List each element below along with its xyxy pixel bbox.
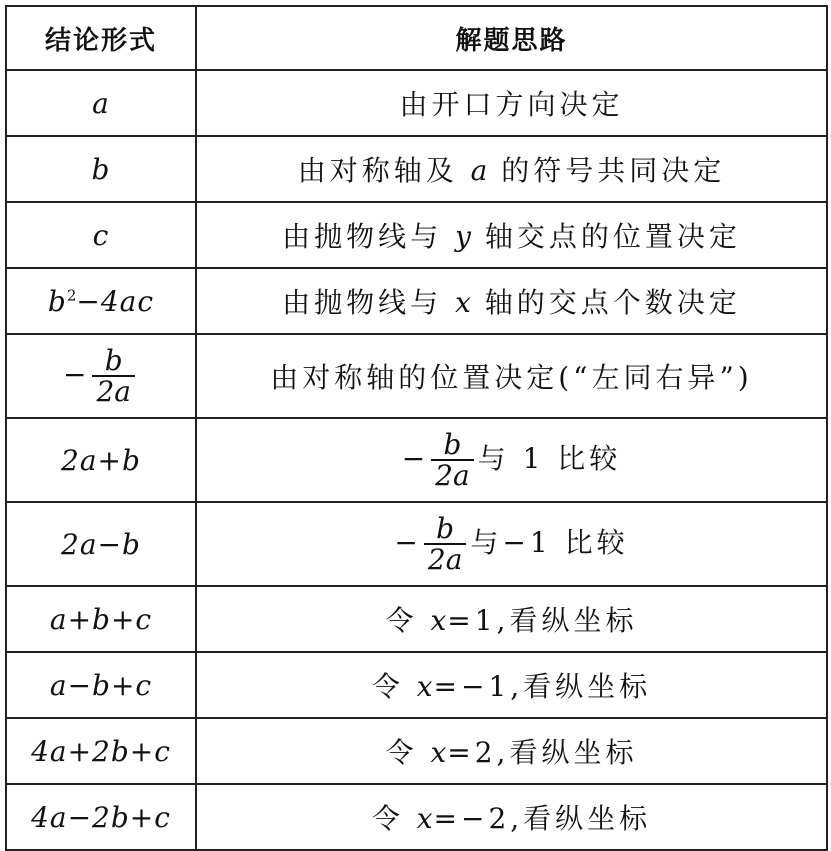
method-text-pre: 令 [385, 736, 418, 769]
fraction [92, 343, 135, 408]
conclusion-method-table [5, 5, 828, 851]
table-row [6, 70, 827, 136]
cell-method [196, 586, 827, 652]
cell-method [196, 502, 827, 586]
cell-form [6, 418, 196, 502]
cell-method [196, 652, 827, 718]
cell-form [6, 268, 196, 334]
method-variable: x [455, 286, 472, 319]
method-text-post: =2,看纵坐标 [447, 736, 638, 769]
method-text-pre: 令 [371, 802, 404, 835]
cell-method [196, 784, 827, 850]
table-row [6, 652, 827, 718]
form-rest: −4ac [76, 284, 155, 318]
method-text-post: 与−1 比较 [470, 525, 629, 559]
fraction-denominator: 2a [92, 375, 135, 406]
fraction [431, 427, 474, 492]
form-text: a−b+c [49, 668, 153, 702]
method-text-pre: 令 [371, 670, 404, 703]
table-row [6, 502, 827, 586]
fraction-denominator: 2a [424, 543, 467, 574]
header-conclusion-form: 结论形式 [6, 6, 196, 70]
method-text-post: 的符号共同决定 [501, 154, 726, 187]
table-row [6, 136, 827, 202]
method-text-post: 轴交点的位置决定 [484, 220, 741, 253]
method-variable: a [470, 154, 489, 187]
cell-form [6, 202, 196, 268]
cell-method [196, 136, 827, 202]
form-text: 2a−b [61, 527, 141, 561]
cell-form [6, 502, 196, 586]
cell-form [6, 334, 196, 418]
method-text-pre: 由对称轴及 [297, 154, 458, 187]
table-row [6, 268, 827, 334]
form-text: b [91, 152, 111, 186]
cell-form [6, 652, 196, 718]
cell-form [6, 136, 196, 202]
form-minus: − [63, 357, 87, 391]
method-minus: − [401, 441, 426, 475]
cell-form [6, 718, 196, 784]
cell-method [196, 202, 827, 268]
method-minus: − [394, 525, 418, 559]
cell-method: 由开口方向决定 [196, 70, 827, 136]
table-header-row [6, 6, 827, 70]
table-row [6, 334, 827, 418]
table-row [6, 418, 827, 502]
cell-form [6, 784, 196, 850]
method-variable: x [416, 802, 434, 835]
cell-method [196, 418, 827, 502]
form-exponent: 2 [66, 286, 77, 305]
method-text-post: 与 1 比较 [477, 441, 622, 475]
form-text: 4a+2b+c [31, 734, 171, 768]
cell-method: 由对称轴的位置决定(“左同右异”) [196, 334, 827, 418]
method-variable: y [455, 220, 472, 253]
method-text-pre: 由抛物线与 [282, 286, 443, 319]
form-text: c [92, 218, 110, 252]
cell-form [6, 586, 196, 652]
method-text-post: =−1,看纵坐标 [433, 670, 652, 703]
method-text-pre: 令 [385, 604, 418, 637]
form-text: a [92, 86, 110, 120]
method-text-post: 轴的交点个数决定 [484, 286, 741, 319]
cell-form [6, 70, 196, 136]
form-base: b [47, 284, 67, 318]
table-row [6, 202, 827, 268]
form-text: a+b+c [49, 602, 153, 636]
form-text: 2a+b [61, 443, 141, 477]
method-variable: x [430, 604, 448, 637]
table-row [6, 784, 827, 850]
fraction-numerator: b [104, 343, 123, 377]
cell-method [196, 268, 827, 334]
table-row [6, 586, 827, 652]
fraction-numerator: b [436, 511, 455, 545]
fraction-denominator: 2a [431, 459, 474, 490]
fraction [424, 511, 467, 576]
header-solution-method: 解题思路 [196, 6, 827, 70]
method-text-pre: 由抛物线与 [282, 220, 443, 253]
fraction-numerator: b [443, 427, 462, 461]
method-variable: x [430, 736, 448, 769]
method-text-post: =−2,看纵坐标 [433, 802, 652, 835]
form-text: 4a−2b+c [31, 800, 171, 834]
method-variable: x [416, 670, 434, 703]
cell-method [196, 718, 827, 784]
table-row [6, 718, 827, 784]
method-text-post: =1,看纵坐标 [447, 604, 638, 637]
